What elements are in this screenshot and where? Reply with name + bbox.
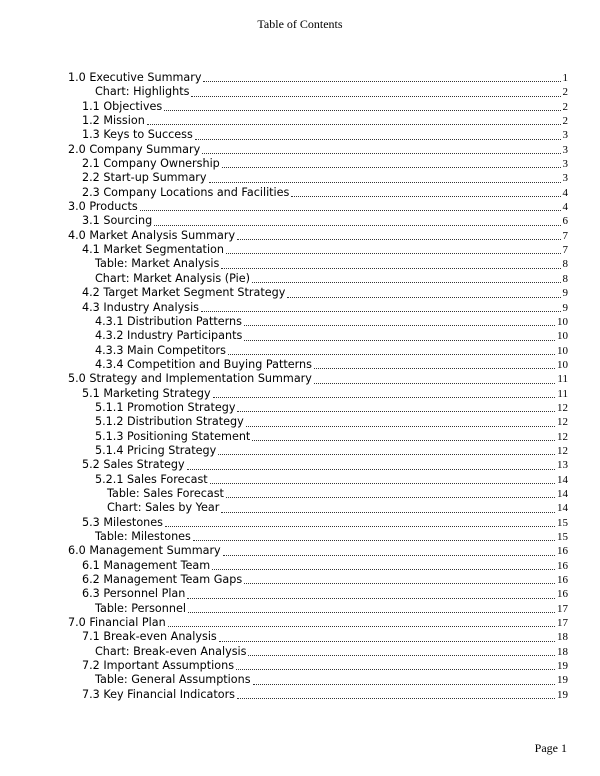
dot-leader [164,109,560,111]
toc-entry[interactable] [68,659,568,673]
toc-entry-label: 5.1 Marketing Strategy [82,386,211,400]
toc-entry-page-number: 4 [562,186,568,199]
toc-entry-label: Chart: Break-even Analysis [95,644,247,658]
toc-entry[interactable] [68,243,568,257]
dot-leader [252,281,561,283]
toc-entry-page-number: 9 [562,287,568,300]
toc-entry[interactable] [68,673,568,687]
dot-leader [226,252,561,254]
toc-entry[interactable] [68,200,568,214]
toc-entry-label: Table: General Assumptions [95,673,251,687]
toc-entry-label: 4.1 Market Segmentation [82,243,224,257]
toc-entry-page-number: 4 [562,201,568,214]
dot-leader [237,697,555,699]
toc-entry-page-number: 16 [557,545,568,558]
toc-entry[interactable] [68,71,568,85]
toc-entry-page-number: 6 [562,215,568,228]
toc-entry-page-number: 14 [557,502,568,515]
toc-entry[interactable] [68,473,568,487]
toc-entry[interactable] [68,272,568,286]
toc-entry-label: 6.1 Management Team [82,558,211,572]
toc-entry-label: Table: Sales Forecast [107,486,224,500]
toc-entry[interactable] [68,430,568,444]
toc-entry[interactable] [68,688,568,702]
dot-leader [210,482,555,484]
dot-leader [244,324,555,326]
toc-entry-page-number: 12 [557,430,568,443]
toc-entry-label: 4.3.3 Main Competitors [95,343,226,357]
toc-entry-page-number: 15 [557,531,568,543]
dot-leader [201,310,560,312]
toc-entry-page-number: 10 [557,315,568,328]
toc-entry-page-number: 19 [557,688,568,701]
toc-entry-page-number: 3 [562,158,568,171]
toc-entry-page-number: 18 [557,631,568,644]
toc-entry-label: 5.1.1 Promotion Strategy [95,400,236,414]
dot-leader [253,683,555,685]
dot-leader [165,525,555,527]
dot-leader [213,396,556,398]
toc-entry-label: 3.1 Sourcing [82,214,153,228]
toc-entry-page-number: 2 [562,86,568,99]
toc-entry-label: Chart: Highlights [95,85,190,99]
toc-entry-page-number: 13 [557,459,568,472]
toc-entry[interactable] [68,358,568,372]
toc-entry-label: 6.2 Management Team Gaps [82,573,243,587]
toc-entry[interactable] [68,329,568,343]
toc-entry[interactable] [68,616,568,630]
toc-entry-page-number: 1 [562,72,568,84]
dot-leader [237,410,555,412]
toc-entry[interactable] [68,444,568,458]
dot-leader [195,138,561,140]
toc-entry-page-number: 16 [557,574,568,587]
dot-leader [219,640,555,642]
toc-entry-page-number: 3 [562,143,568,156]
toc-entry-label: 3.0 Products [68,200,138,214]
toc-entry-page-number: 9 [562,301,568,314]
toc-entry-page-number: 8 [562,272,568,285]
toc-entry-label: 5.1.4 Pricing Strategy [95,443,217,457]
toc-entry[interactable] [68,171,568,185]
dot-leader [314,382,556,384]
toc-entry[interactable] [68,415,568,429]
dot-leader [147,123,561,125]
toc-entry-page-number: 15 [557,516,568,529]
table-of-contents [68,71,568,702]
dot-leader [212,568,555,570]
toc-entry[interactable] [68,372,568,386]
toc-entry-page-number: 19 [557,674,568,687]
toc-entry-page-number: 2 [562,115,568,128]
toc-entry-label: 4.0 Market Analysis Summary [68,228,236,242]
toc-entry[interactable] [68,401,568,415]
toc-entry-page-number: 12 [557,444,568,457]
page-number: Page 1 [534,741,567,755]
dot-leader [246,425,555,427]
dot-leader [188,611,555,613]
toc-entry[interactable] [68,157,568,171]
toc-entry[interactable] [68,487,568,501]
toc-entry[interactable] [68,630,568,644]
toc-entry-page-number: 2 [562,100,568,113]
toc-entry[interactable] [68,516,568,530]
toc-entry[interactable] [68,344,568,358]
toc-entry-page-number: 12 [557,401,568,414]
toc-entry[interactable] [68,602,568,616]
dot-leader [218,453,555,455]
dot-leader [237,238,560,240]
dot-leader [193,539,555,541]
toc-entry-page-number: 7 [562,244,568,257]
dot-leader [248,654,555,656]
toc-entry-label: 7.2 Important Assumptions [82,659,235,673]
page-title: Table of Contents [257,17,343,31]
toc-entry[interactable] [68,229,568,243]
toc-entry-page-number: 3 [562,172,568,185]
toc-entry-page-number: 11 [557,373,568,386]
toc-entry-page-number: 10 [557,344,568,357]
toc-entry[interactable] [68,530,568,544]
toc-entry[interactable] [68,143,568,157]
toc-entry[interactable] [68,645,568,659]
dot-leader [209,181,561,183]
dot-leader [223,554,555,556]
toc-entry[interactable] [68,128,568,142]
dot-leader [236,668,555,670]
toc-entry[interactable] [68,458,568,472]
toc-entry-label: 5.1.2 Distribution Strategy [95,415,244,429]
toc-entry[interactable] [68,544,568,558]
toc-entry-label: 2.2 Start-up Summary [82,171,207,185]
toc-entry[interactable] [68,186,568,200]
toc-entry-label: Table: Milestones [95,530,191,543]
toc-entry-page-number: 14 [557,473,568,486]
toc-entry-label: 4.3.1 Distribution Patterns [95,314,242,328]
toc-entry-label: 6.0 Management Summary [68,544,221,558]
toc-entry[interactable] [68,214,568,228]
toc-entry-page-number: 10 [557,330,568,343]
dot-leader [228,353,555,355]
toc-entry[interactable] [68,301,568,315]
toc-entry-page-number: 14 [557,487,568,500]
toc-entry-label: 5.3 Milestones [82,515,163,529]
toc-entry-label: 1.0 Executive Summary [68,71,202,84]
toc-entry[interactable] [68,587,568,601]
toc-entry-label: 4.3 Industry Analysis [82,300,200,314]
toc-entry-label: 2.0 Company Summary [68,142,201,156]
toc-entry-page-number: 12 [557,416,568,429]
toc-entry-page-number: 17 [557,602,568,615]
toc-entry[interactable] [68,315,568,329]
toc-entry-page-number: 16 [557,588,568,601]
dot-leader [287,296,560,298]
toc-entry-label: 5.2.1 Sales Forecast [95,472,208,486]
toc-entry-label: Chart: Market Analysis (Pie) [95,271,250,285]
toc-entry-label: 7.0 Financial Plan [68,616,166,630]
toc-entry[interactable] [68,85,568,99]
toc-entry[interactable] [68,387,568,401]
dot-leader [244,339,555,341]
dot-leader [191,95,560,97]
dot-leader [202,152,560,154]
toc-entry-page-number: 17 [557,617,568,630]
toc-entry-page-number: 16 [557,559,568,572]
toc-entry-label: 4.3.2 Industry Participants [95,329,243,343]
toc-entry-label: 4.3.4 Competition and Buying Patterns [95,357,312,371]
dot-leader [154,224,560,226]
toc-entry-page-number: 18 [557,645,568,658]
toc-entry[interactable] [68,573,568,587]
toc-entry-label: 4.2 Target Market Segment Strategy [82,286,286,300]
dot-leader [203,80,560,82]
toc-entry[interactable] [68,100,568,114]
dot-leader [187,597,555,599]
toc-entry-label: 1.3 Keys to Success [82,128,193,142]
toc-entry-label: 1.2 Mission [82,114,145,128]
toc-entry[interactable] [68,257,568,271]
toc-entry[interactable] [68,501,568,515]
toc-entry-label: 2.1 Company Ownership [82,157,220,171]
dot-leader [222,166,561,168]
toc-entry-label: 5.2 Sales Strategy [82,458,185,472]
toc-entry-label: Table: Personnel [95,601,186,615]
toc-entry-label: 2.3 Company Locations and Facilities [82,185,290,199]
dot-leader [244,582,555,584]
dot-leader [187,468,555,470]
toc-entry[interactable] [68,559,568,573]
toc-entry-label: 7.3 Key Financial Indicators [82,687,235,701]
dot-leader [221,511,555,513]
toc-entry-page-number: 10 [557,358,568,371]
dot-leader [221,267,560,269]
toc-entry-label: Chart: Sales by Year [107,501,220,515]
dot-leader [226,496,555,498]
toc-entry[interactable] [68,114,568,128]
toc-entry-label: 1.1 Objectives [82,99,163,113]
toc-entry-label: 5.0 Strategy and Implementation Summary [68,372,312,386]
toc-entry-label: 5.1.3 Positioning Statement [95,429,251,443]
dot-leader [252,439,555,441]
dot-leader [168,625,555,627]
toc-entry-page-number: 11 [557,387,568,400]
dot-leader [140,209,561,211]
dot-leader [314,367,555,369]
toc-entry-page-number: 8 [562,258,568,271]
toc-entry-page-number: 19 [557,660,568,673]
toc-entry-page-number: 7 [562,229,568,242]
toc-entry-label: Table: Market Analysis [95,257,220,271]
dot-leader [291,195,560,197]
toc-entry-label: 6.3 Personnel Plan [82,587,186,601]
toc-entry-page-number: 3 [562,129,568,142]
toc-entry[interactable] [68,286,568,300]
toc-entry-label: 7.1 Break-even Analysis [82,630,217,644]
